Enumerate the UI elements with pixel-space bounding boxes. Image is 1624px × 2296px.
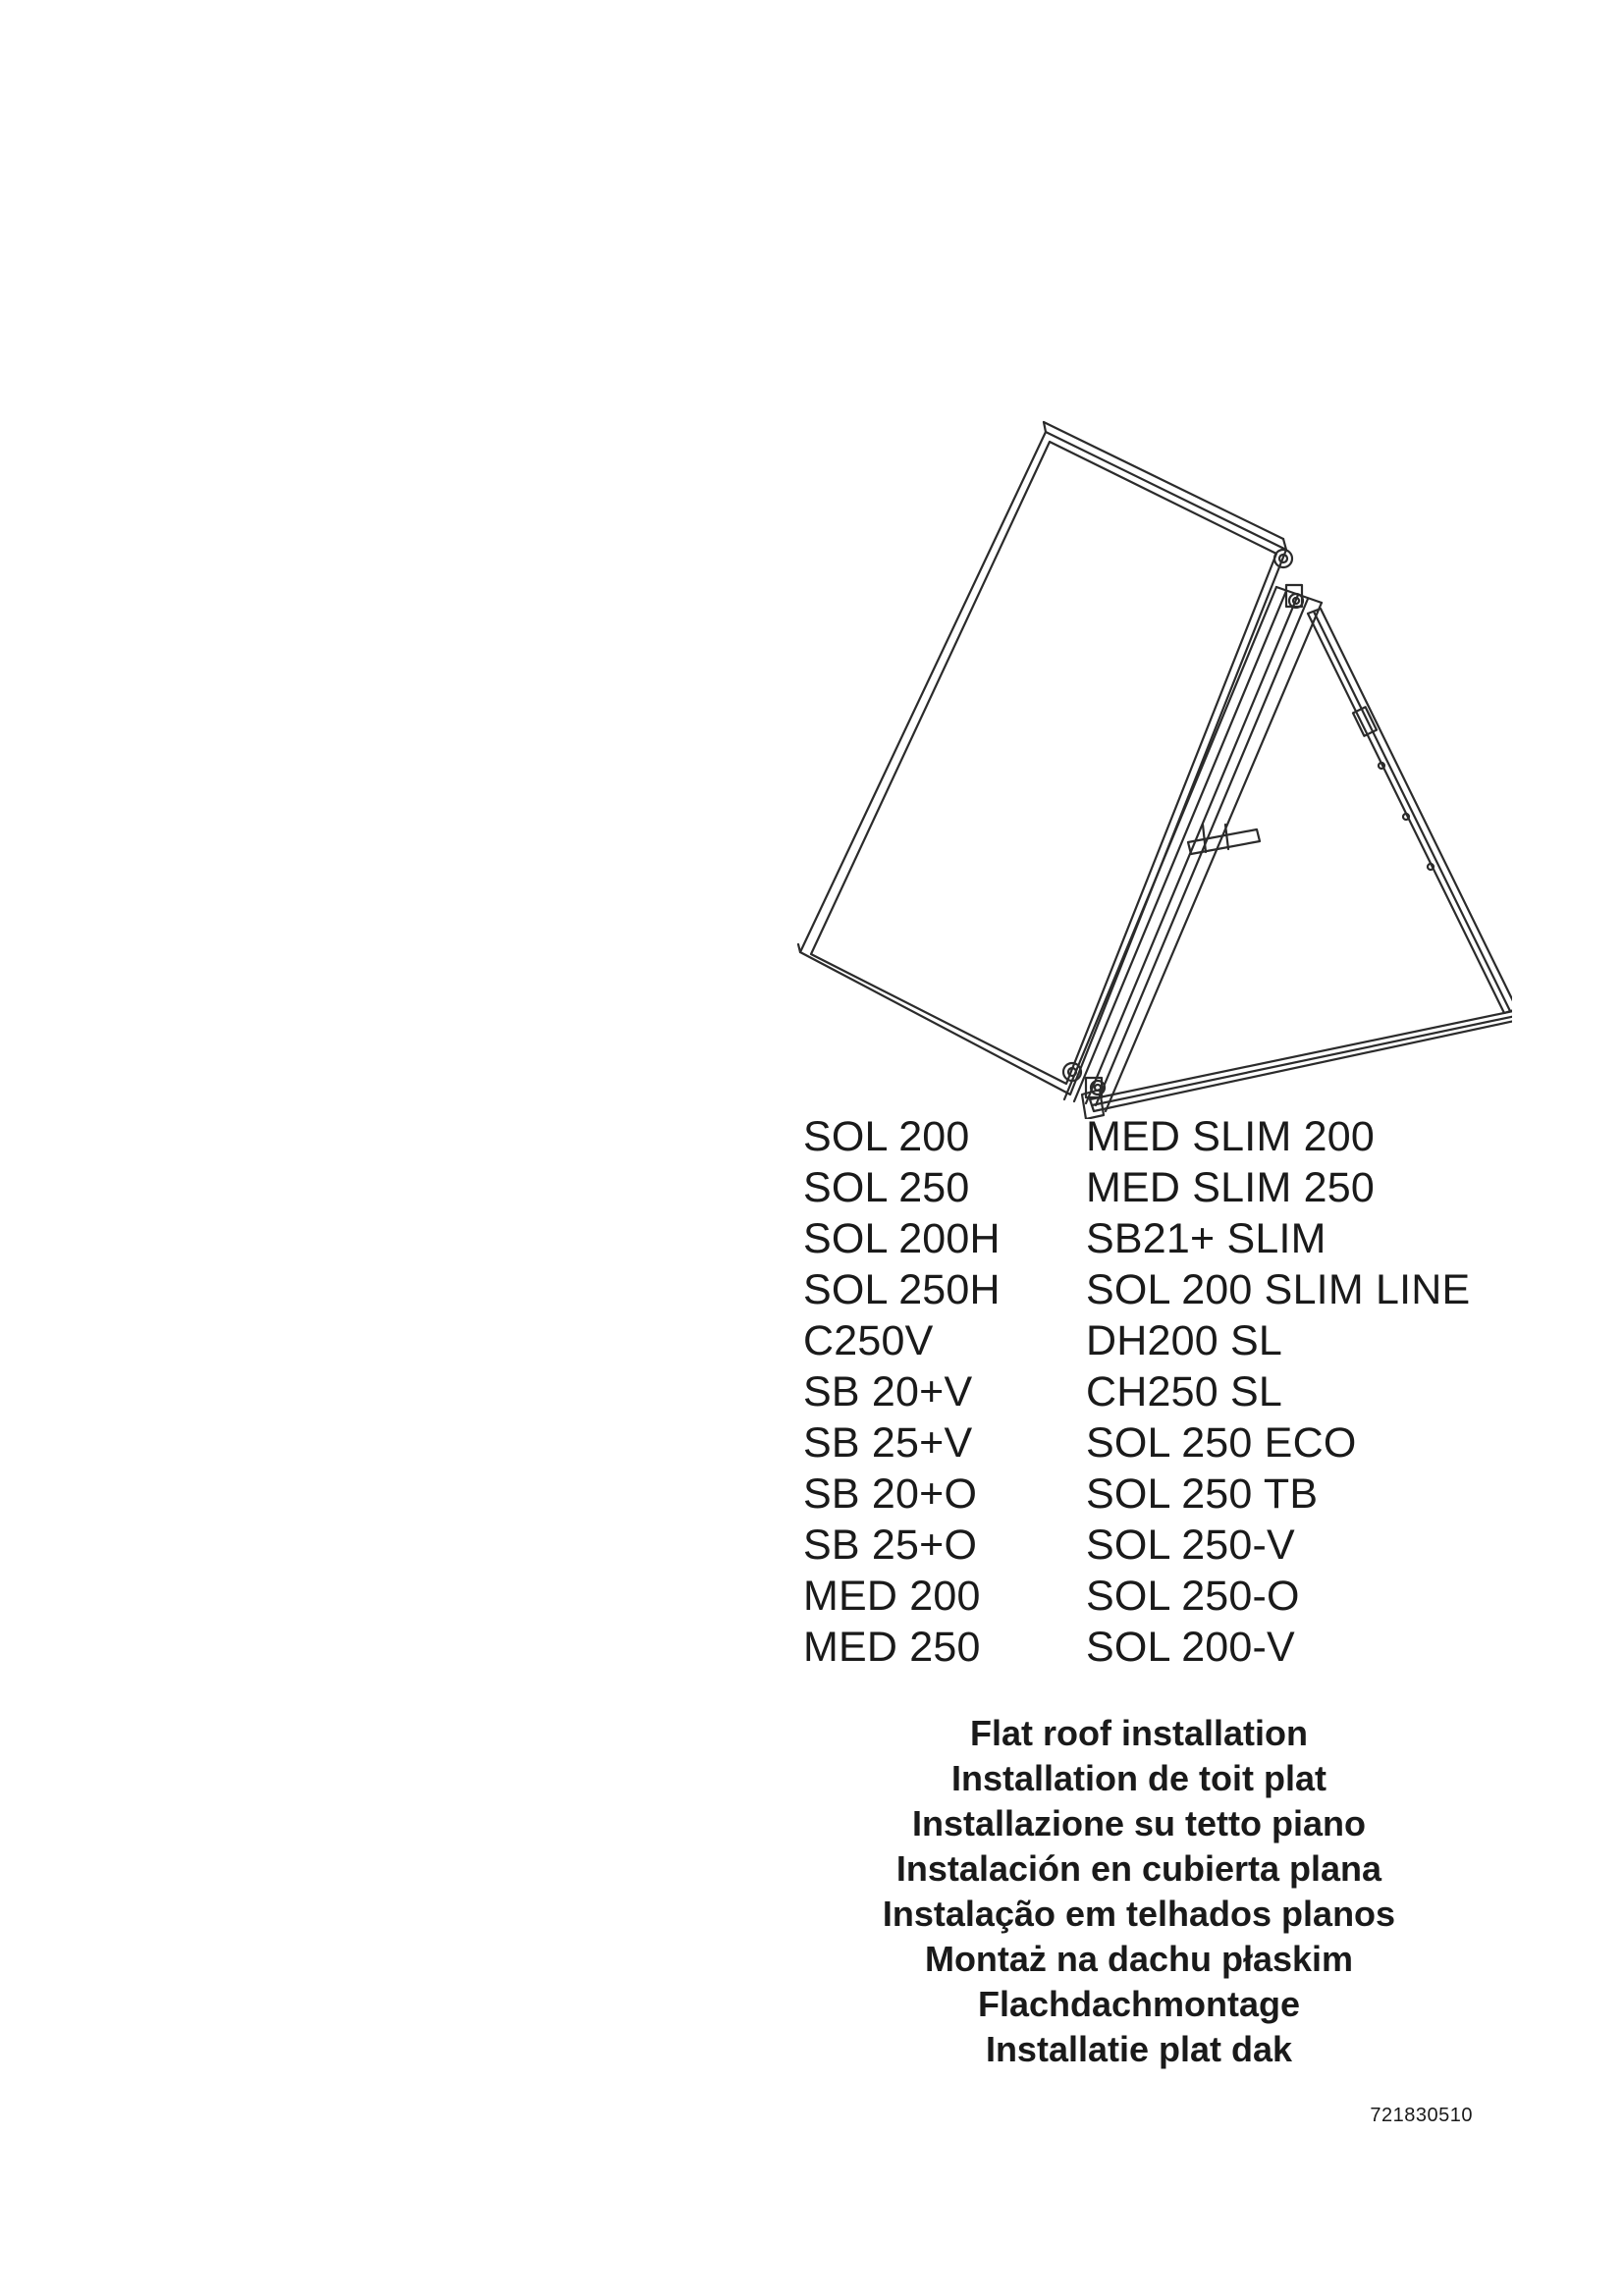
title-dutch: Installatie plat dak	[985, 2029, 1293, 2069]
rear-strut	[1308, 609, 1512, 1013]
model-name: MED SLIM 200	[1086, 1113, 1375, 1160]
model-name: SOL 250 TB	[1086, 1470, 1319, 1518]
model-name: SB21+ SLIM	[1086, 1215, 1326, 1262]
model-name: DH200 SL	[1086, 1317, 1282, 1364]
title-portuguese: Instalação em telhados planos	[882, 1894, 1396, 1934]
panel-support-rails	[1064, 587, 1322, 1111]
model-name: SB 20+O	[803, 1470, 978, 1518]
model-name: SOL 250-O	[1086, 1573, 1300, 1620]
model-name: MED 200	[803, 1573, 981, 1620]
solar-panel	[798, 422, 1286, 1095]
model-name: SOL 250-V	[1086, 1522, 1295, 1569]
model-name: SOL 200-V	[1086, 1624, 1295, 1671]
document-code: 721830510	[1370, 2105, 1473, 2126]
model-name: MED 250	[803, 1624, 981, 1671]
model-list-left	[803, 1111, 1001, 1673]
model-name: SOL 200 SLIM LINE	[1086, 1266, 1471, 1313]
model-name: SB 25+V	[803, 1419, 973, 1467]
model-name: CH250 SL	[1086, 1368, 1282, 1415]
model-name: SOL 250 ECO	[1086, 1419, 1357, 1467]
title-french: Installation de toit plat	[950, 1758, 1326, 1798]
model-name: SOL 200H	[803, 1215, 1001, 1262]
model-name: SB 20+V	[803, 1368, 973, 1415]
model-name: MED SLIM 250	[1086, 1164, 1375, 1211]
solar-collector-frame-illustration	[766, 412, 1512, 1119]
model-name: SOL 200	[803, 1113, 970, 1160]
title-spanish: Instalación en cubierta plana	[895, 1848, 1382, 1889]
model-list-right	[1086, 1111, 1470, 1673]
model-name: SB 25+O	[803, 1522, 978, 1569]
title-italian: Installazione su tetto piano	[911, 1803, 1367, 1843]
model-name: C250V	[803, 1317, 934, 1364]
cross-brace	[1188, 825, 1260, 854]
installation-titles	[746, 1711, 1532, 2072]
title-polish: Montaż na dachu płaskim	[924, 1939, 1354, 1979]
model-name: SOL 250	[803, 1164, 970, 1211]
title-german: Flachdachmontage	[977, 1984, 1301, 2024]
model-name: SOL 250H	[803, 1266, 1001, 1313]
title-english: Flat roof installation	[969, 1713, 1308, 1753]
